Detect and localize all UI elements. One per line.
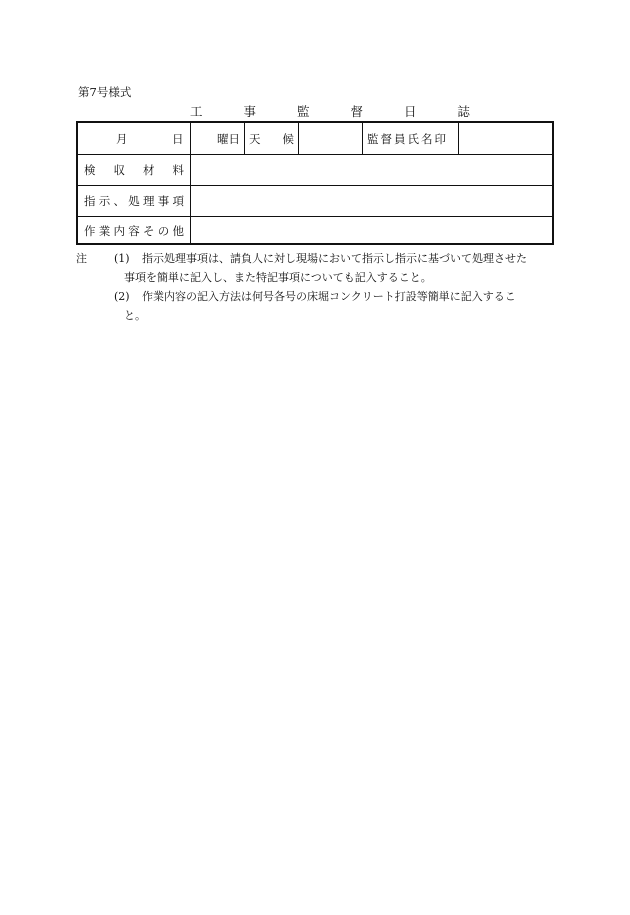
note-text: 事項を簡単に記入し、また特記事項についても記入すること。 bbox=[124, 271, 432, 284]
header-row bbox=[78, 123, 552, 154]
title-char: 誌 bbox=[457, 104, 470, 119]
day-label: 日 bbox=[172, 131, 184, 146]
note-number: (2) bbox=[114, 290, 130, 303]
notes-prefix: 注 bbox=[76, 252, 87, 265]
received-materials-label bbox=[78, 155, 190, 185]
title-char: 督 bbox=[350, 104, 363, 119]
instructions-label bbox=[78, 186, 190, 216]
supervisor-seal-cell[interactable] bbox=[458, 123, 552, 154]
label-char: 項 bbox=[172, 194, 184, 208]
date-cell[interactable] bbox=[78, 123, 190, 154]
label-char: 容 bbox=[128, 224, 140, 238]
label-char: 作 bbox=[84, 224, 96, 238]
document-title bbox=[190, 102, 470, 120]
label-char: 理 bbox=[143, 194, 155, 208]
note-number: (1) bbox=[114, 252, 130, 265]
instructions-row bbox=[78, 185, 552, 216]
note-text: 指示処理事項は、請負人に対し現場において指示し指示に基づいて処理させた bbox=[142, 252, 527, 265]
note-text: 作業内容の記入方法は何号各号の床堀コンクリート打設等簡単に記入するこ bbox=[142, 290, 516, 303]
label-char: 内 bbox=[113, 224, 125, 238]
label-char: の bbox=[157, 224, 170, 238]
label-char: 他 bbox=[172, 224, 184, 238]
weather-char: 天 bbox=[249, 131, 261, 146]
note-text: と。 bbox=[124, 309, 146, 322]
title-char: 工 bbox=[190, 104, 203, 119]
label-char: 材 bbox=[143, 163, 155, 177]
label-char: 処 bbox=[128, 194, 140, 208]
weekday-cell[interactable] bbox=[190, 123, 244, 154]
weekday-label: 曜日 bbox=[217, 131, 240, 146]
supervisor-label-cell bbox=[362, 123, 458, 154]
label-char: 示 bbox=[98, 194, 111, 208]
label-char: 業 bbox=[98, 224, 111, 238]
label-char: 料 bbox=[172, 163, 184, 177]
work-content-label bbox=[78, 217, 190, 245]
weather-value-cell[interactable] bbox=[298, 123, 362, 154]
weather-label-cell bbox=[244, 123, 298, 154]
weather-char: 候 bbox=[282, 131, 294, 146]
received-materials-row bbox=[78, 154, 552, 185]
supervisor-label: 監督員氏名印 bbox=[367, 131, 448, 146]
label-char: そ bbox=[143, 224, 155, 238]
form-number: 第7号様式 bbox=[78, 85, 132, 99]
label-char: 、 bbox=[113, 194, 125, 208]
label-char: 指 bbox=[84, 194, 96, 208]
label-char: 収 bbox=[113, 163, 125, 177]
instructions-field[interactable] bbox=[190, 186, 552, 216]
title-char: 監 bbox=[296, 104, 310, 119]
diary-table bbox=[76, 121, 554, 245]
title-char: 日 bbox=[403, 104, 417, 119]
title-char: 事 bbox=[243, 104, 256, 119]
label-char: 検 bbox=[84, 163, 96, 177]
work-content-row bbox=[78, 216, 552, 245]
month-label: 月 bbox=[116, 131, 128, 146]
work-content-field[interactable] bbox=[190, 217, 552, 245]
label-char: 事 bbox=[157, 194, 170, 208]
received-materials-field[interactable] bbox=[190, 155, 552, 185]
